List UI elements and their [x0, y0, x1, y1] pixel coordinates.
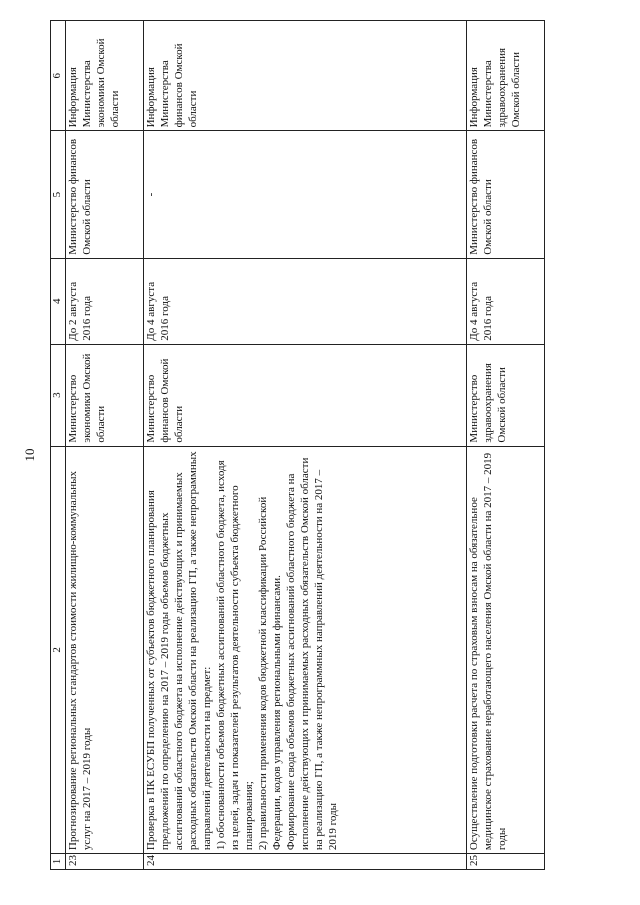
column-header: 3	[51, 344, 66, 446]
task-text: Формирование свода объемов бюджетных ассигнований областного бюджета на исполнение действующих и принимаемых расходных обязательств Омской области на реализацию ГП, а также непрограммных направлений деятельности на 2017 – 2019 годы	[285, 457, 339, 851]
column-header: 4	[51, 258, 66, 344]
task-text: Прогнозирование региональных стандартов стоимости жилищно-коммунальных услуг на 2017 – 2019 годы	[67, 470, 93, 851]
column-header: 5	[51, 131, 66, 258]
column-header: 2	[51, 446, 66, 854]
row-number: 25	[467, 854, 545, 870]
task-text: 1) обоснованности объемов бюджетных ассигнований областного бюджета, исходя из целей, задач и показателей результатов деятельности субъекта бюджетного планирования;	[215, 460, 255, 851]
responsible-cell: Министерство здравоохранения Омской области	[467, 344, 545, 446]
task-text: 2) правильности применения кодов бюджетной классификации Российской Федерации, кодов управления региональными финансами.	[257, 496, 283, 851]
column-header: 1	[51, 854, 66, 870]
recipient-cell: Министерство финансов Омской области	[66, 131, 144, 258]
task-cell	[144, 446, 467, 854]
column-header: 6	[51, 21, 66, 131]
output-cell: Информация Министерства финансов Омской области	[144, 21, 467, 131]
task-cell	[66, 446, 144, 854]
deadline-cell: До 2 августа 2016 года	[66, 258, 144, 344]
task-cell	[467, 446, 545, 854]
header-row	[51, 21, 66, 870]
responsible-cell: Министерство финансов Омской области	[144, 344, 467, 446]
plan-table	[50, 20, 545, 870]
recipient-cell: -	[144, 131, 467, 258]
table-row	[66, 21, 144, 870]
page-number: 10	[22, 448, 37, 462]
deadline-cell: До 4 августа 2016 года	[144, 258, 467, 344]
task-text: Осуществление подготовки расчета по страховым взносам на обязательное медицинское страхование неработающего населения Омской области на 2017 – 2019 годы	[468, 452, 508, 851]
row-number: 24	[144, 854, 467, 870]
deadline-cell: До 4 августа 2016 года	[467, 258, 545, 344]
rotated-table-container	[50, 20, 545, 870]
output-cell: Информация Министерства экономики Омской области	[66, 21, 144, 131]
output-cell: Информация Министерства здравоохранения Омской области	[467, 21, 545, 131]
responsible-cell: Министерство экономики Омской области	[66, 344, 144, 446]
row-number: 23	[66, 854, 144, 870]
table-row	[467, 21, 545, 870]
table-row	[144, 21, 467, 870]
recipient-cell: Министерство финансов Омской области	[467, 131, 545, 258]
task-text: Проверка в ПК ЕСУБП полученных от субъектов бюджетного планирования предложений по определению на 2017 – 2019 годы объемов бюджетных ассигнований областного бюджета на исполнение действующих и принимаемых расходных обязательств Омской области на реализацию ГП, а также непрограммных направлений деятельности на предмет:	[145, 451, 213, 851]
